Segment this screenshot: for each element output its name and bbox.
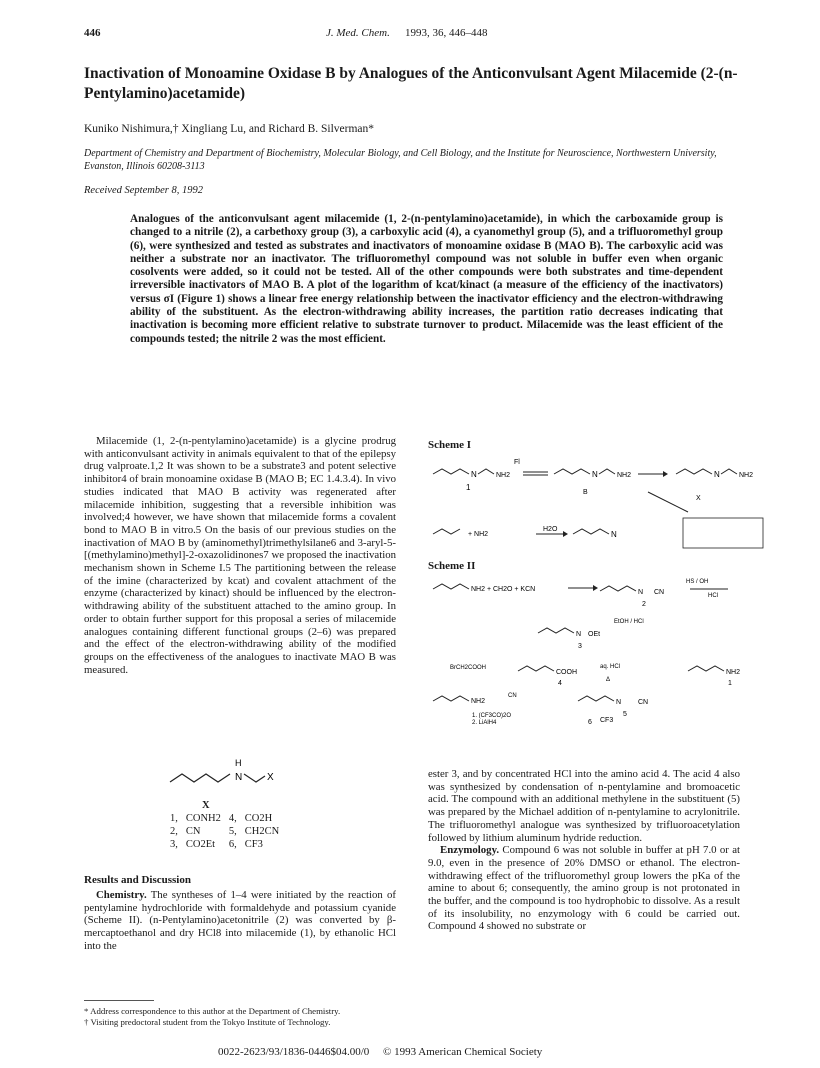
footer xyxy=(218,1046,542,1058)
article-title: Inactivation of Monoamine Oxidase B by Analogues of the Anticonvulsant Agent Milacemide (2-(n-Pentylamino)acetamide) xyxy=(84,65,738,102)
article-code: 0022-2623/93/1836-0446$04.00/0 xyxy=(218,1046,370,1058)
page-number: 446 xyxy=(84,27,101,39)
introduction-paragraph: Milacemide (1, 2-(n-pentylamino)acetamide) is a glycine prodrug with anticonvulsant activity in animals equivalent to that of the epilepsy drug valproate.1,2 It was shown to be a substrate3 and potent selective inhibitor4 of brain monoamine oxidase B (MAO B; EC 1.4.3.4). In vivo studies indicated that MAO B activity was regenerated after milacemide inhibition, suggesting that a reversible inhibition was involved;4 however, we have shown that milacemide forms a covalent bond to MAO B in vitro.5 On the basis of our previous studies on the inactivation of MAO B by (aminomethyl)trimethylsilane6 and 3-aryl-5-[(methylamino)methyl]-2-oxazolidinones7 we proposed the inactivation mechanism shown in Scheme I.5 The partitioning between the release of the imine (characterized by kcat) and covalent attachment of the enzyme (characterized by kinact) should be influenced by the electron-withdrawing ability of the substituent attached to the amino group. In order to obtain further support for this proposal a series of milacemide analogues containing different functional groups (2–6) was prepared and the effect of the electron-withdrawing ability of the modified groups on the effectiveness of the analogues to inactivate MAO B was measured. xyxy=(84,435,396,676)
copyright: © 1993 American Chemical Society xyxy=(383,1046,543,1058)
x-label: X xyxy=(696,495,701,502)
heat-label: Δ xyxy=(606,677,611,683)
svg-text:N: N xyxy=(576,631,582,638)
aqueous-hcl-label: aq. HCl xyxy=(600,664,621,670)
authors: Kuniko Nishimura,† Xingliang Lu, and Richard B. Silverman* xyxy=(84,123,375,135)
svg-text:N: N xyxy=(611,530,617,539)
journal-citation: 1993, 36, 446–448 xyxy=(405,27,488,39)
footnote: † Visiting predoctoral student from the Tokyo Institute of Technology. xyxy=(84,1016,331,1027)
svg-text:NH2: NH2 xyxy=(739,472,754,479)
ethanol-hcl-label: EtOH / HCl xyxy=(614,619,644,625)
svg-text:NH2: NH2 xyxy=(617,472,632,479)
ester-label: OEt xyxy=(588,631,601,638)
general-structure-diagram xyxy=(165,752,285,792)
bromoacetic-acid-label: BrCH2COOH xyxy=(450,665,487,671)
structure-x-label: X xyxy=(267,772,274,783)
table-row: 1, CONH2 4, CO2H xyxy=(170,813,273,824)
compound-number: 1 xyxy=(466,483,471,492)
acrylonitrile-label: CN xyxy=(508,693,517,699)
acid-label: COOH xyxy=(556,669,577,676)
substituent-header: X xyxy=(202,800,210,811)
svg-text:N: N xyxy=(638,589,644,596)
chemistry-paragraph xyxy=(84,889,396,953)
journal-name: J. Med. Chem. xyxy=(326,27,390,39)
table-row: 3, CO2Et 6, CF3 xyxy=(170,839,263,850)
trifluoromethyl-label: CF3 xyxy=(600,717,614,724)
compound-number: 6 xyxy=(588,719,592,725)
svg-text:CN: CN xyxy=(638,699,649,706)
step-2-label: 2. LiAlH4 xyxy=(472,720,497,725)
scheme-1-diagram xyxy=(428,452,768,556)
mercaptoethanol-label: HS / OH xyxy=(686,579,709,585)
table-row: 2, CN 5, CH2CN xyxy=(170,826,280,837)
chemistry-lead: Chemistry. xyxy=(96,889,147,901)
received-date: Received September 8, 1992 xyxy=(84,185,203,196)
section-heading: Results and Discussion xyxy=(84,874,191,886)
footnote: * Address correspondence to this author at the Department of Chemistry. xyxy=(84,1006,341,1016)
compound-number: 1 xyxy=(728,680,732,687)
compound-number: 4 xyxy=(558,680,562,687)
chemistry-continuation: ester 3, and by concentrated HCl into the amino acid 4. The acid 4 also was synthesized by condensation of n-pentylamine and bromoacetic acid. The compound with an additional methylene in the substituent (5) was prepared by the Michael addition of n-pentylamine to acrylonitrile. The trifluoromethyl analogue was synthesized by trifluoroacetylation followed by lithium aluminum hydride reduction. xyxy=(428,768,740,844)
svg-text:N: N xyxy=(714,470,720,479)
step-1-label: 1. (CF3CO)2O xyxy=(472,713,512,719)
water-reagent: H2O xyxy=(543,526,558,533)
footnote-divider xyxy=(84,1000,154,1001)
hcl-label: HCl xyxy=(708,593,718,599)
footnotes xyxy=(84,1006,396,1027)
affiliation: Department of Chemistry and Department of Biochemistry, Molecular Biology, and Cell Biology, and the Institute for Neuroscience, Northwestern University, Evanston, Illinois 60208-3113 xyxy=(84,148,717,172)
flavin-label: Fl xyxy=(514,459,520,466)
abstract: Analogues of the anticonvulsant agent milacemide (1, 2-(n-pentylamino)acetamide), in which the carboxamide group is changed to a nitrile (2), a carbethoxy group (3), a carboxylic acid (4), a cyanomethyl group (5), and a trifluoromethyl group (6), were synthesized and tested as substrates and inactivators of monoamine oxidase B (MAO B). The carboxylic acid was neither a substrate nor an inactivator. The trifluoromethyl compound was not soluble in buffer even when organic cosolvents were added, so it could not be tested. All of the other compounds were both substrates and time-dependent irreversible inactivators of MAO B. A plot of the logarithm of kcat/kinact (a measure of the efficiency of the inactivators) versus σI (Figure 1) shows a linear free energy relationship between the inactivator efficiency and the electron-withdrawing ability of the substituent. As the electron-withdrawing ability increases, the partition ratio decreases indicating that inactivation is becoming more efficient relative to substrate turnover to product. Milacemide was the least efficient of the compounds tested; the nitrile 2 was the most efficient. xyxy=(130,213,723,345)
svg-text:NH2: NH2 xyxy=(726,669,741,676)
nh2-label: NH2 xyxy=(496,472,511,479)
svg-text:NH2: NH2 xyxy=(471,698,486,705)
svg-text:N: N xyxy=(616,699,622,706)
reactants-label: NH2 + CH2O + KCN xyxy=(471,586,536,593)
base-label: B xyxy=(583,489,588,496)
compound-number: 2 xyxy=(642,601,646,608)
svg-text:N: N xyxy=(471,470,477,479)
scheme-1-label: Scheme I xyxy=(428,439,472,451)
structure-h-label: H xyxy=(235,758,242,768)
compound-number: 5 xyxy=(623,711,627,718)
scheme-2-diagram xyxy=(428,575,768,725)
svg-text:N: N xyxy=(592,470,598,479)
structure-n-label: N xyxy=(235,772,243,783)
enzymology-text: Compound 6 was not soluble in buffer at pH 7.0 or at 9.0, even in the presence of 20% DMSO or ethanol. The electron-withdrawing effect of the trifluoromethyl group lowers the pKa of the amine to about 6; consequently, the amino group is not protonated in the buffer, and the compound is too hydrophobic to dissolve. As a result of its insolubility, no enzymology with 6 could be carried out. Compound 4 showed no substrate or xyxy=(428,844,740,933)
right-column-text xyxy=(428,768,740,933)
scheme-2-label: Scheme II xyxy=(428,560,476,572)
svg-text:+ NH2: + NH2 xyxy=(468,531,489,538)
compound-number: 3 xyxy=(578,643,582,650)
substituent-table xyxy=(170,799,287,851)
enzymology-lead: Enzymology. xyxy=(440,844,500,857)
chemistry-text: The syntheses of 1–4 were initiated by the reaction of pentylamine hydrochloride with formaldehyde and potassium cyanide (Scheme II). (n-Pentylamino)acetonitrile (2) was converted by β-mercaptoethanol and dry HCl8 into milacemide (1), by ethanolic HCl into the xyxy=(84,889,396,952)
enzymology-paragraph xyxy=(428,844,740,933)
nitrile-label: CN xyxy=(654,589,665,596)
